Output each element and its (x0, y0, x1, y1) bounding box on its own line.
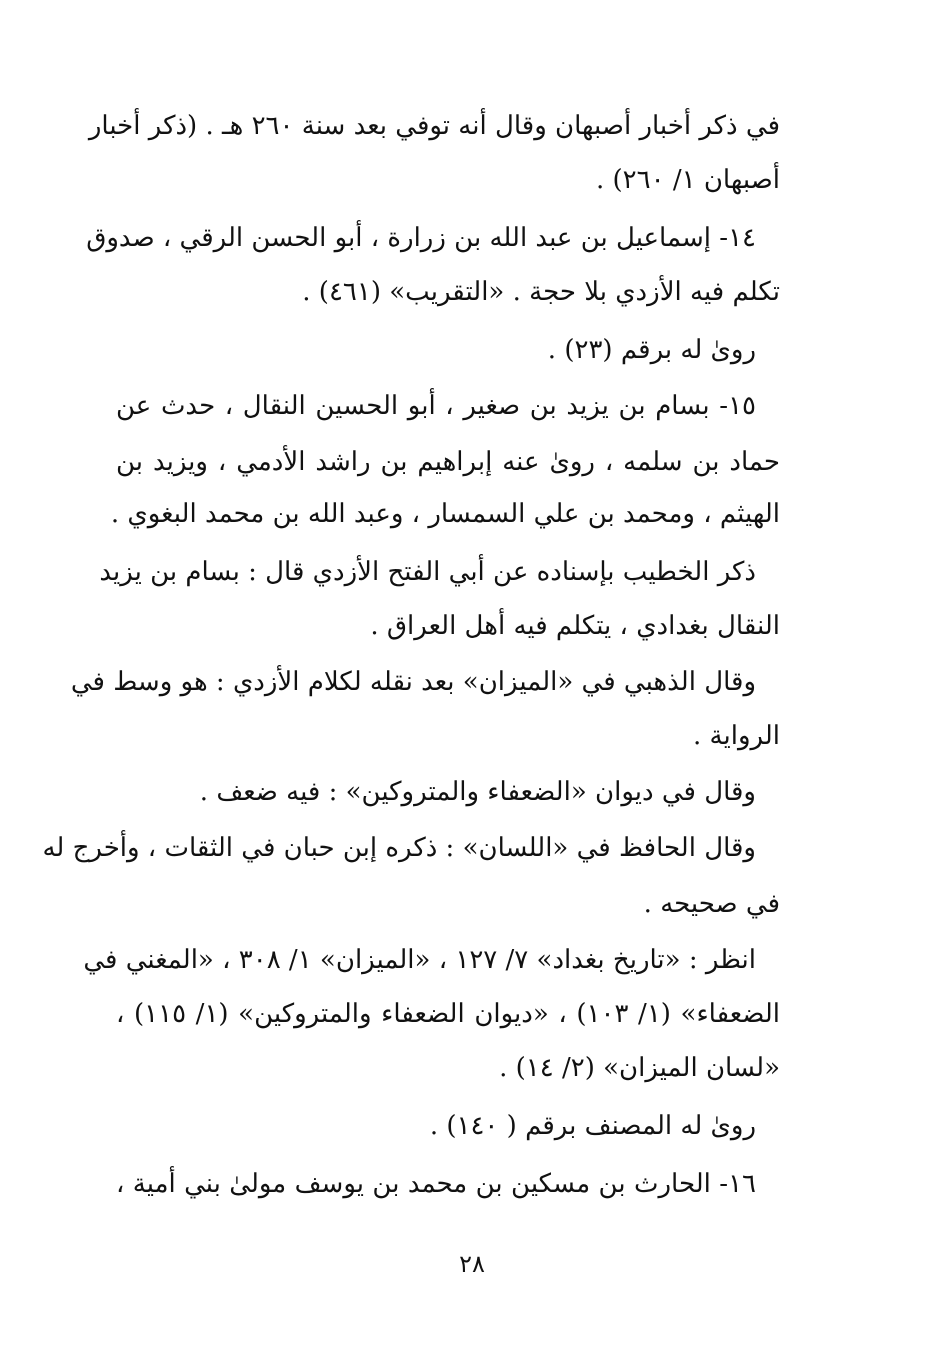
text-line: حماد بن سلمه ، روىٰ عنه إبراهيم بن راشد الأدمي ، ويزيد بن (116, 447, 780, 477)
text-line: وقال الحافظ في «اللسان» : ذكره إبن حبان في الثقات ، وأخرج له (42, 833, 756, 863)
text-line: الرواية . (693, 721, 780, 751)
text-line: الهيثم ، ومحمد بن علي السمسار ، وعبد الله بن محمد البغوي . (110, 499, 780, 529)
text-line: ١٥- بسام بن يزيد بن صغير ، أبو الحسين النقال ، حدث عن (116, 391, 756, 421)
text-line: وقال في ديوان «الضعفاء والمتروكين» : فيه ضعف . (199, 777, 756, 807)
text-line: انظر : «تاريخ بغداد» ٧/ ١٢٧ ، «الميزان» ١/ ٣٠٨ ، «المغني في (83, 945, 756, 975)
text-line: الضعفاء» (١/ ١٠٣) ، «ديوان الضعفاء والمتروكين» (١/ ١١٥) ، (116, 999, 780, 1029)
text-line: ١٦- الحارث بن مسكين بن محمد بن يوسف مولىٰ بني أمية ، (116, 1169, 756, 1199)
text-line: النقال بغدادي ، يتكلم فيه أهل العراق . (370, 611, 780, 641)
text-line: ذكر الخطيب بإسناده عن أبي الفتح الأزدي قال : بسام بن يزيد (99, 557, 756, 587)
page-number: ٢٨ (459, 1250, 485, 1278)
text-line: في صحيحه . (643, 889, 780, 919)
text-line: في ذكر أخبار أصبهان وقال أنه توفي بعد سنة ٢٦٠ هـ . (ذكر أخبار (88, 111, 780, 141)
text-line: روىٰ له برقم (٢٣) . (547, 335, 756, 365)
text-line: «لسان الميزان» (٢/ ١٤) . (499, 1053, 780, 1083)
text-line: أصبهان ١/ ٢٦٠) . (595, 165, 780, 195)
text-line: تكلم فيه الأزدي بلا حجة . «التقريب» (٤٦١) . (302, 277, 780, 307)
text-line: روىٰ له المصنف برقم ( ١٤٠) . (429, 1111, 756, 1141)
text-line: ١٤- إسماعيل بن عبد الله بن زرارة ، أبو الحسن الرقي ، صدوق (86, 223, 756, 253)
text-line: وقال الذهبي في «الميزان» بعد نقله لكلام الأزدي : هو وسط في (70, 667, 756, 697)
